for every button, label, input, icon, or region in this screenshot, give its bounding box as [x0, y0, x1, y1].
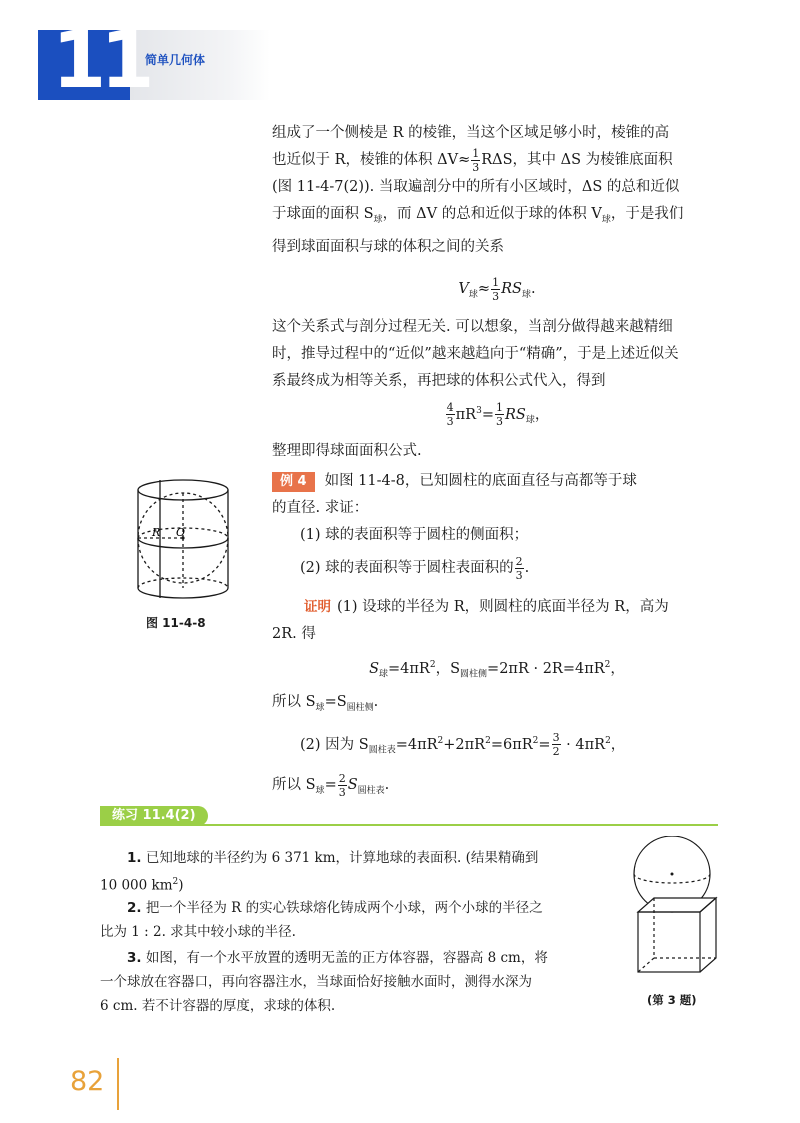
text-line: 比为 1 : 2. 求其中较小球的半径. [100, 924, 296, 940]
paragraph-limit [272, 314, 722, 395]
label-R: R [152, 526, 161, 539]
text-line: 组成了一个侧棱是 R 的棱锥，当这个区域足够小时，棱锥的高 [272, 125, 670, 141]
text-line: 也近似于 R，棱锥的体积 ΔV≈ $\frac{1}{3}$ RΔS，其中 ΔS 为棱锥底面积 [272, 146, 673, 174]
formula-volume-approx: $V_球\approx$ $\frac{1}{3}$ $RS_球$. [458, 275, 536, 303]
container-top-face [638, 898, 716, 912]
cylinder-sphere-figure [128, 470, 238, 610]
container-front-face [638, 912, 700, 972]
page-number: 82 [70, 1066, 105, 1097]
text-line: 的直径. 求证： [272, 500, 369, 516]
text-line: 例 4 如图 11-4-8，已知圆柱的底面直径与高都等于球 [272, 468, 722, 495]
sphere-on-container-figure [628, 836, 724, 986]
figure-caption: 图 11-4-8 [146, 616, 206, 630]
practice-q2 [100, 896, 620, 944]
text-line: 2R. 得 [272, 626, 316, 642]
paragraph-derivation [272, 120, 722, 261]
cylinder-top-ellipse [138, 480, 228, 500]
practice-q1 [100, 846, 620, 898]
practice-header [100, 806, 718, 830]
text-line: (图 11-4-7(2)). 当取遍剖分中的所有小区域时，ΔS 的总和近似 [272, 179, 680, 195]
text-line: 一个球放在容器口，再向容器注水，当球面恰好接触水面时，测得水深为 [100, 974, 532, 990]
example-badge: 例 4 [272, 472, 315, 492]
fraction: $\frac{1}{3}$ [472, 146, 480, 174]
paragraph-conclusion: 整理即得球面面积公式. [272, 443, 422, 459]
proof [272, 594, 722, 805]
label-O: O [176, 526, 186, 539]
text-line: (2) 因为 $S_{圆柱表}=4\pi R^2+2\pi R^2=6\pi R^2=$ $\frac{3}{2}$ · $4\pi R^2$， [300, 730, 626, 758]
text-line: 1. 已知地球的半径约为 6 371 km，计算地球的表面积. (结果精确到 [127, 850, 539, 866]
text-line: 时，推导过程中的“近似”越来越趋向于“精确”，于是上述近似关 [272, 346, 679, 362]
text-line: 得到球面面积与球的体积之间的关系 [272, 238, 504, 255]
text-line: 6 cm. 若不计容器的厚度，求球的体积. [100, 998, 336, 1014]
practice-title: 练习 11.4(2) [100, 806, 208, 826]
text-line: 10 000 $km^2$) [100, 877, 184, 894]
text-line: 所以 $S_球=$ $\frac{2}{3}$ $S_{圆柱表}$. [272, 771, 390, 799]
chapter-title: 简单几何体 [145, 53, 206, 67]
example-4 [272, 468, 722, 582]
text-line: 于球面的面积 $S_球$，而 ΔV 的总和近似于球的体积 $V_球$，于是我们 [272, 206, 684, 225]
formula-equality: $\frac{4}{3}$ $\pi R^3=$ $\frac{1}{3}$ $RS_球$， [446, 401, 550, 429]
page-number-rule [117, 1058, 119, 1110]
text-line: 3. 如图，有一个水平放置的透明无盖的正方体容器，容器高 8 cm，将 [127, 950, 548, 966]
chapter-number: 11 [52, 16, 149, 106]
proof-label: 证明 [304, 599, 331, 615]
text-line: (1) 球的表面积等于圆柱的侧面积； [300, 527, 529, 543]
q3-figure-caption: (第 3 题) [647, 993, 697, 1007]
cylinder-bottom-front [138, 588, 228, 598]
sphere-center [671, 873, 674, 876]
text-line: 系最终成为相等关系，再把球的体积公式代入，得到 [272, 373, 606, 389]
container-hidden-edge [638, 958, 654, 972]
formula-line: $S_球=4\pi R^2$，$S_{圆柱侧}=2\pi R \cdot 2R=4\pi R^2$， [369, 660, 625, 680]
practice-q3 [100, 946, 620, 1018]
text-line: 2. 把一个半径为 R 的实心铁球熔化铸成两个小球，两个小球的半径之 [127, 900, 543, 916]
text-line: 所以 $S_球=S_{圆柱侧}$. [272, 693, 379, 713]
text-line: 这个关系式与剖分过程无关. 可以想象，当剖分做得越来越精细 [272, 319, 673, 335]
text-line: (2) 球的表面积等于圆柱表面积的 $\frac{2}{3}$ . [300, 554, 530, 582]
text-line: 证明 (1) 设球的半径为 R，则圆柱的底面半径为 R，高为 [304, 599, 669, 615]
